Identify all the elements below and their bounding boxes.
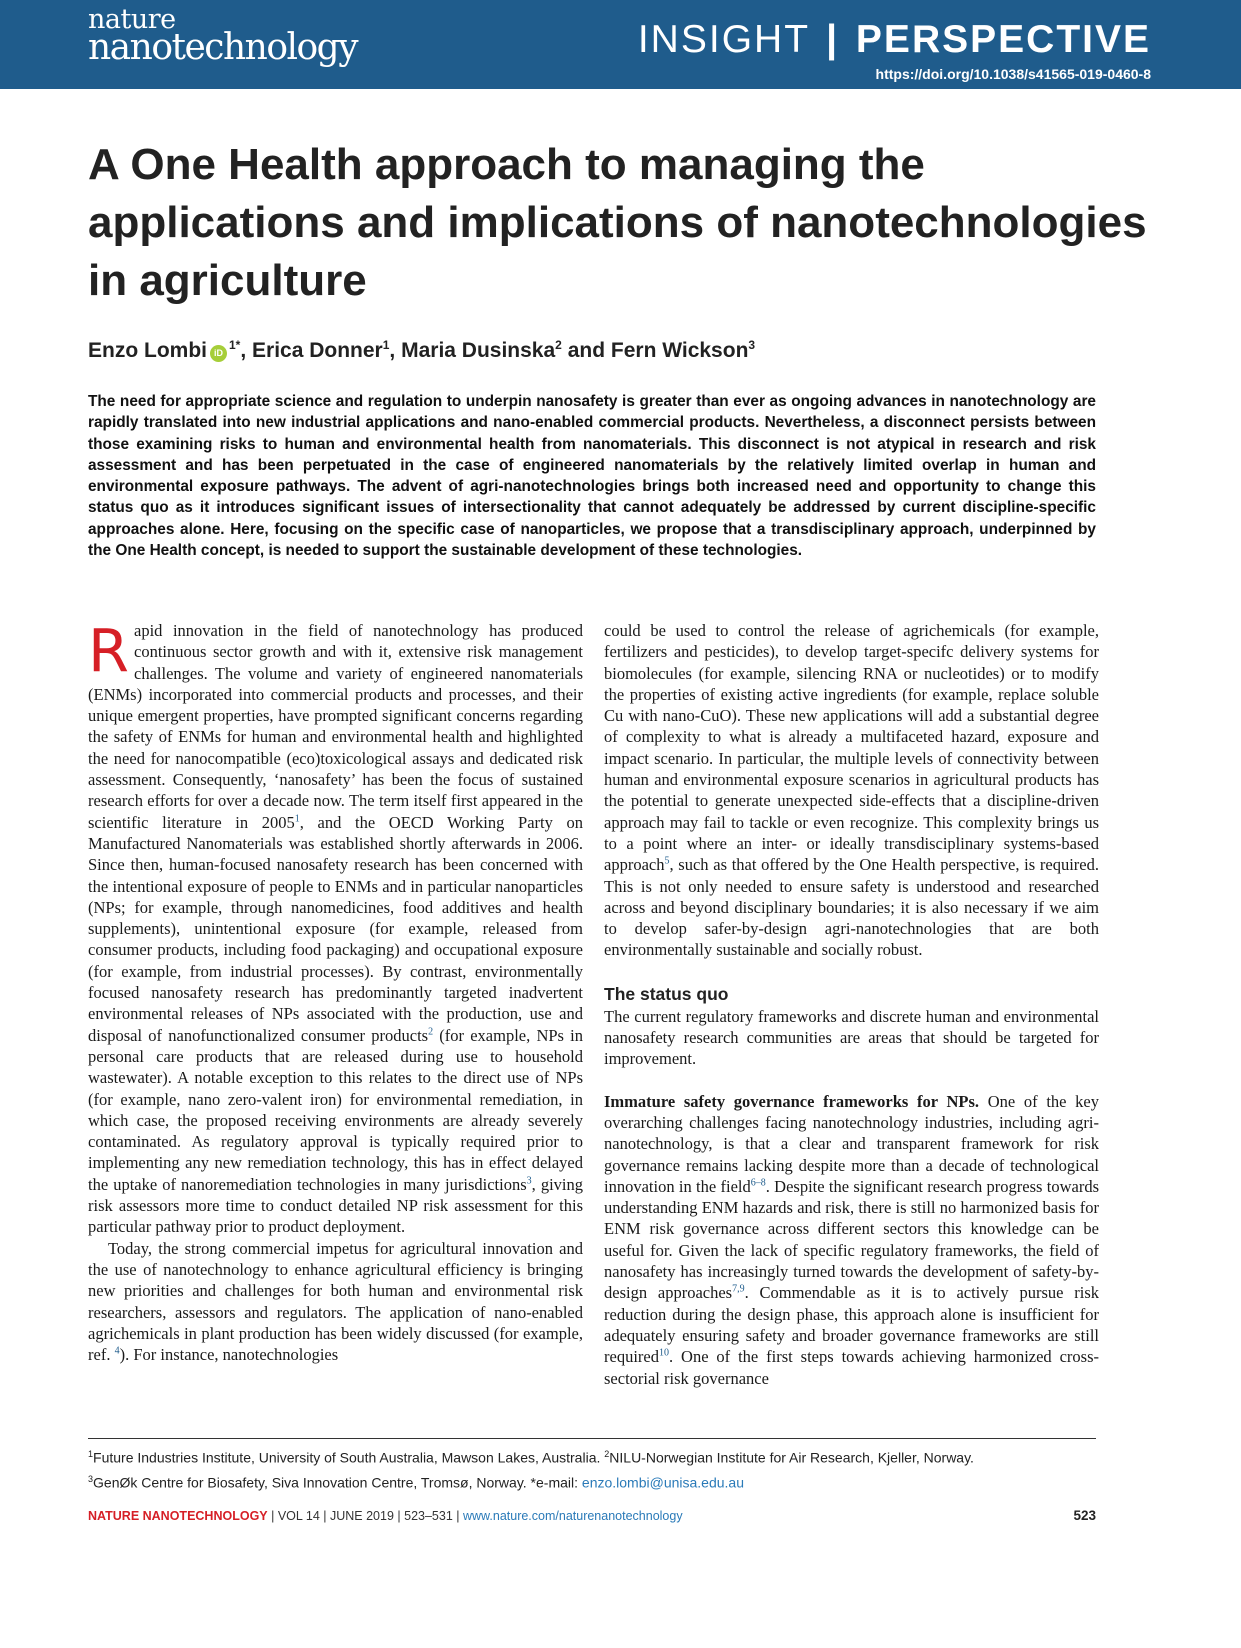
footer-separator: | — [319, 1509, 330, 1523]
section-insight: INSIGHT — [637, 18, 810, 61]
title-line: in agriculture — [88, 256, 367, 305]
body-paragraph — [604, 1091, 1099, 1389]
body-column-left — [88, 616, 583, 1365]
author-affiliation: 1* — [229, 338, 241, 352]
citation-ref[interactable]: 5 — [664, 855, 670, 867]
author-name[interactable]: Fern Wickson — [610, 339, 749, 362]
drop-cap: R — [88, 616, 129, 685]
footer-separator: | — [452, 1509, 463, 1523]
citation-ref[interactable]: 2 — [428, 1026, 434, 1038]
journal-logo-line2: nanotechnology — [88, 27, 358, 68]
body-paragraph — [604, 620, 1099, 961]
page-number: 523 — [1073, 1508, 1096, 1523]
section-separator: | — [826, 18, 840, 61]
journal-logo[interactable] — [88, 6, 357, 66]
citation-ref[interactable]: 3 — [526, 1175, 532, 1187]
citation-ref[interactable]: 1 — [294, 813, 300, 825]
citation-ref[interactable]: 7,9 — [732, 1283, 745, 1295]
body-text: (for example, NPs in personal care products that are released during use to household wastewater). A notable exception to this relates to the direct use of NPs (for example, nano zero-valent iron) for environmental remediation, in which case, the proposed receiving environments are already severely contaminated. As regulatory approval is typically required prior to implementing any new remediation technology, this has in effect delayed the uptake of nanoremediation technologies in many jurisdictions — [88, 1025, 583, 1194]
section-label — [638, 20, 1151, 59]
section-heading-status-quo: The status quo — [604, 983, 729, 1004]
doi-link[interactable]: https://doi.org/10.1038/s41565-019-0460-8 — [875, 66, 1151, 82]
citation-ref[interactable]: 10 — [658, 1347, 669, 1359]
body-text: apid innovation in the field of nanotechnology has produced continuous sector growth and with it, extensive risk management challenges. The volume and variety of engineered nanomaterials (ENMs) incorporated into commercial products and processes, and their unique emergent properties, have prompted significant concerns regarding the safety of ENMs for human and environmental health and highlighted the need for nanocompatible (eco)toxicological assays and dedicated risk assessment. Consequently, ‘nanosafety’ has been the focus of sustained research efforts for over a decade now. The term itself first appeared in the scientific literature in 2005 — [88, 621, 583, 832]
title-line: applications and implications of nanotechnologies — [88, 198, 1147, 247]
body-text: , such as that offered by the One Health perspective, is required. This is not only needed to ensure safety is understood and researched across and beyond disciplinary boundaries; it is also necessary if we aim to develop safer-by-design agri-nanotechnologies that are both environmentally sustainable and socially robust. — [604, 855, 1099, 960]
footer — [88, 1509, 683, 1523]
footer-journal-name: NATURE NANOTECHNOLOGY — [88, 1509, 268, 1523]
body-text: . One of the first steps towards achieving harmonized cross-sectorial risk governance — [604, 1347, 1099, 1388]
body-text: , giving risk assessors more time to conduct detailed NP risk assessment for this particular pathway prior to product deployment. — [88, 1174, 583, 1237]
paragraph-gap — [604, 1070, 1099, 1091]
title-line: A One Health approach to managing the — [88, 140, 925, 189]
subsection-heading: Immature safety governance frameworks for NPs. — [604, 1091, 980, 1111]
article-title — [88, 136, 1158, 310]
section-perspective: PERSPECTIVE — [855, 18, 1151, 61]
author-name[interactable]: Enzo Lombi — [88, 339, 207, 362]
email-link[interactable]: enzo.lombi@unisa.edu.au — [581, 1474, 744, 1491]
body-text: , and the OECD Working Party on Manufactured Nanomaterials was established shortly afterwards in 2006. Since then, human-focused nanosafety research has been concerned with the intentional exposure of people to ENMs and in particular nanoparticles (NPs; for example, through nanomedicines, food additives and health supplements), unintentional exposure (for example, released from consumer products, including food packaging) and occupational exposure (for example, from industrial processes). By contrast, environmentally focused nanosafety research has predominantly targeted inadvertent environmental releases of NPs associated with the production, use and disposal of nanofunctionalized consumer products — [88, 812, 583, 1045]
body-text: . Despite the significant research progress towards understanding ENM hazards and risk, there is still no harmonized basis for ENM risk governance across different sectors this knowledge can be useful for. Given the lack of specific regulatory frameworks, the field of nanosafety has increasingly turned towards the development of safety-by-design approaches — [604, 1176, 1100, 1303]
footer-url-link[interactable]: www.nature.com/naturenanotechnology — [463, 1509, 683, 1523]
footer-date: JUNE 2019 — [329, 1509, 394, 1523]
orcid-icon[interactable]: iD — [210, 345, 227, 362]
footnote-divider — [88, 1438, 1096, 1439]
author-list: Enzo Lombi $iD^{1*}$, Erica Donner$^1$, Maria Dusinska$^2$ and Fern Wickson$^3$ — [88, 338, 756, 362]
abstract: The need for appropriate science and regulation to underpin nanosafety is greater than ever as ongoing advances in nanotechnology are rapidly translated into new industrial applications and nano-enabled commercial products. Nevertheless, a disconnect persists between those examining risks to human and environmental health from nanomaterials. This disconnect is not atypical in research and risk assessment and has been perpetuated in the case of engineered nanomaterials by the relatively limited overlap in human and environmental exposure pathways. The advent of agri-nanotechnologies brings both increased need and opportunity to change this status quo as it introduces significant issues of intersectionality that cannot adequately be addressed by current discipline-specific approaches alone. Here, focusing on the specific case of nanoparticles, we propose that a transdisciplinary approach, underpinned by the One Health concept, is needed to support the sustainable development of these technologies. — [88, 393, 1096, 560]
author-and: and — [567, 339, 606, 362]
citation-ref[interactable]: 6–8 — [750, 1177, 766, 1189]
citation-ref[interactable]: 4 — [114, 1345, 120, 1357]
author-name[interactable]: Erica Donner — [252, 339, 383, 362]
affiliation-line — [88, 1444, 1128, 1469]
affiliation-marker: 1 — [88, 1449, 94, 1459]
body-text: Today, the strong commercial impetus for agricultural innovation and the use of nanotechnology to enhance agricultural efficiency is bringing new priorities and challenges for both human and environmental risk researchers, assessors and regulators. The application of nano-enabled agrichemicals in plant production has been widely discussed (for example, ref. — [88, 1238, 583, 1365]
body-paragraph — [88, 1238, 583, 1366]
body-text: One of the key overarching challenges facing nanotechnology industries, including agri-nanotechnology, is that a clear and transparent framework for risk governance remains lacking despite more than a decade of technological innovation in the field — [604, 1091, 1099, 1196]
footer-volume: VOL 14 — [277, 1509, 320, 1523]
affiliation-text: GenØk Centre for Biosafety, Siva Innovation Centre, Tromsø, Norway. *e-mail: — [93, 1474, 582, 1491]
affiliation-marker: 3 — [88, 1473, 94, 1484]
author-name[interactable]: Maria Dusinska — [401, 339, 556, 362]
affiliation-text: NILU-Norwegian Institute for Air Research, Kjeller, Norway. — [609, 1449, 974, 1466]
header-bar — [0, 0, 1241, 89]
body-paragraph — [88, 616, 583, 1238]
affiliation-line — [88, 1469, 1128, 1494]
body-text: . Commendable as it is to actively pursue risk reduction during the design phase, this approach alone is insufficient for adequately ensuring safety and broader governance frameworks are still required — [604, 1283, 1099, 1367]
body-text: could be used to control the release of agrichemicals (for example, fertilizers and pesticides), to develop target-specifc delivery systems for biomolecules (for example, silencing RNA or nucleotides) or to modify the properties of existing active ingredients (for example, replace soluble Cu with nano-CuO). These new applications will add a substantial degree of complexity to what is already a multifaceted hazard, exposure and impact scenario. In particular, the multiple levels of connectivity between human and environmental exposure scenarios in agricultural products has the potential to generate unexpected side-effects that a discipline-driven approach may fail to tackle or even recognize. This complexity brings us to a point where an inter- or ideally transdisciplinary systems-based approach — [604, 621, 1099, 875]
footer-separator: | — [267, 1509, 278, 1523]
body-paragraph: The current regulatory frameworks and discrete human and environmental nanosafety research communities are areas that should be targeted for improvement. — [604, 1006, 1099, 1069]
author-affiliation: 2 — [555, 338, 562, 352]
journal-logo-line1: nature — [88, 4, 176, 35]
footer-pages: 523–531 — [404, 1509, 453, 1523]
affiliations — [88, 1444, 1128, 1493]
affiliation-text: Future Industries Institute, University of South Australia, Mawson Lakes, Australia. — [93, 1449, 605, 1466]
body-column-right — [604, 620, 1099, 1389]
footer-separator: | — [393, 1509, 405, 1523]
body-text: ). For instance, nanotechnologies — [119, 1345, 339, 1365]
author-affiliation: 1 — [382, 338, 390, 352]
author-affiliation: 3 — [748, 338, 756, 352]
affiliation-marker: 2 — [604, 1449, 610, 1459]
